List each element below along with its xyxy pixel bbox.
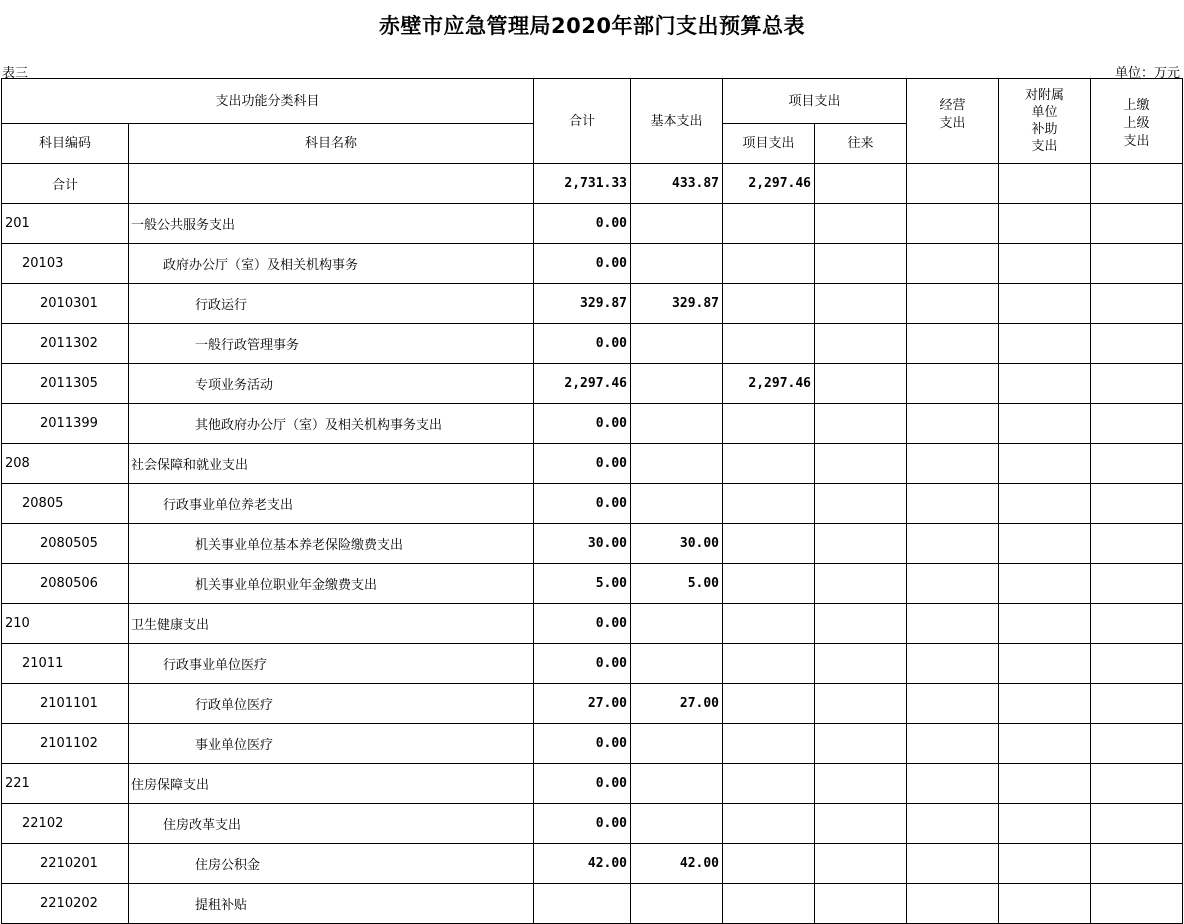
unit-label: 单位：万元 <box>1114 66 1180 81</box>
row-name: 机关事业单位基本养老保险缴费支出 <box>129 524 534 564</box>
row-remit <box>1091 684 1183 724</box>
row-project <box>723 644 815 684</box>
header-remit-line2: 上级 <box>1123 116 1150 131</box>
table-row <box>2 644 1183 684</box>
row-total: 0.00 <box>534 804 631 844</box>
row-code: 2011399 <box>2 404 129 444</box>
total-row-project: 2,297.46 <box>723 164 815 204</box>
row-transactions <box>815 204 907 244</box>
row-operating <box>907 444 999 484</box>
row-name: 其他政府办公厅（室）及相关机构事务支出 <box>129 404 534 444</box>
row-code: 20805 <box>2 484 129 524</box>
header-operating-line2: 支出 <box>939 116 966 131</box>
row-subsidy <box>999 604 1091 644</box>
row-name: 社会保障和就业支出 <box>129 444 534 484</box>
row-transactions <box>815 324 907 364</box>
row-name: 提租补贴 <box>129 884 534 924</box>
header-subsidy-line4: 支出 <box>1031 139 1058 154</box>
row-basic: 329.87 <box>631 284 723 324</box>
table-row <box>2 324 1183 364</box>
header-subject-code: 科目编码 <box>2 124 129 164</box>
row-operating <box>907 644 999 684</box>
row-subsidy <box>999 404 1091 444</box>
row-remit <box>1091 844 1183 884</box>
table-row <box>2 724 1183 764</box>
row-name: 事业单位医疗 <box>129 724 534 764</box>
row-total: 0.00 <box>534 204 631 244</box>
row-total: 0.00 <box>534 604 631 644</box>
row-project <box>723 404 815 444</box>
row-basic <box>631 324 723 364</box>
row-operating <box>907 364 999 404</box>
row-name: 专项业务活动 <box>129 364 534 404</box>
row-basic <box>631 724 723 764</box>
row-code: 22102 <box>2 804 129 844</box>
row-operating <box>907 404 999 444</box>
budget-table <box>1 78 1183 924</box>
row-remit <box>1091 324 1183 364</box>
row-name: 一般行政管理事务 <box>129 324 534 364</box>
row-project <box>723 684 815 724</box>
row-subsidy <box>999 484 1091 524</box>
row-transactions <box>815 644 907 684</box>
row-name: 行政事业单位医疗 <box>129 644 534 684</box>
row-basic <box>631 644 723 684</box>
row-total: 0.00 <box>534 444 631 484</box>
row-operating <box>907 724 999 764</box>
table-row <box>2 204 1183 244</box>
row-subsidy <box>999 764 1091 804</box>
total-row-total: 2,731.33 <box>534 164 631 204</box>
header-subsidy-expense <box>999 79 1091 164</box>
total-row-subsidy <box>999 164 1091 204</box>
row-total: 27.00 <box>534 684 631 724</box>
total-row-basic: 433.87 <box>631 164 723 204</box>
row-name: 政府办公厅（室）及相关机构事务 <box>129 244 534 284</box>
row-remit <box>1091 604 1183 644</box>
header-transactions: 往来 <box>815 124 907 164</box>
table-row <box>2 404 1183 444</box>
header-subsidy-line2: 单位 <box>1031 105 1058 120</box>
table-label: 表三 <box>2 66 29 81</box>
table-row <box>2 684 1183 724</box>
row-remit <box>1091 884 1183 924</box>
row-operating <box>907 484 999 524</box>
row-total: 0.00 <box>534 484 631 524</box>
row-basic: 30.00 <box>631 524 723 564</box>
row-subsidy <box>999 884 1091 924</box>
row-total: 0.00 <box>534 724 631 764</box>
row-subsidy <box>999 284 1091 324</box>
row-operating <box>907 764 999 804</box>
row-transactions <box>815 564 907 604</box>
row-operating <box>907 204 999 244</box>
row-transactions <box>815 244 907 284</box>
row-project <box>723 804 815 844</box>
header-basic-expense: 基本支出 <box>631 79 723 164</box>
row-operating <box>907 284 999 324</box>
row-code: 2010301 <box>2 284 129 324</box>
row-total: 329.87 <box>534 284 631 324</box>
row-transactions <box>815 804 907 844</box>
row-total: 0.00 <box>534 244 631 284</box>
row-transactions <box>815 484 907 524</box>
row-remit <box>1091 364 1183 404</box>
row-transactions <box>815 764 907 804</box>
table-row <box>2 884 1183 924</box>
row-code: 2101101 <box>2 684 129 724</box>
row-operating <box>907 324 999 364</box>
page-title: 赤壁市应急管理局2020年部门支出预算总表 <box>379 14 805 38</box>
row-transactions <box>815 524 907 564</box>
row-basic <box>631 244 723 284</box>
row-operating <box>907 244 999 284</box>
table-row <box>2 524 1183 564</box>
row-basic <box>631 364 723 404</box>
row-project <box>723 844 815 884</box>
row-total: 0.00 <box>534 764 631 804</box>
table-row <box>2 244 1183 284</box>
row-project <box>723 244 815 284</box>
row-transactions <box>815 444 907 484</box>
row-basic <box>631 204 723 244</box>
total-row-name <box>129 164 534 204</box>
row-subsidy <box>999 204 1091 244</box>
row-code: 201 <box>2 204 129 244</box>
row-remit <box>1091 644 1183 684</box>
row-operating <box>907 804 999 844</box>
row-subsidy <box>999 844 1091 884</box>
row-total: 30.00 <box>534 524 631 564</box>
row-basic <box>631 404 723 444</box>
row-project <box>723 524 815 564</box>
row-basic <box>631 484 723 524</box>
row-remit <box>1091 204 1183 244</box>
row-operating <box>907 684 999 724</box>
row-remit <box>1091 564 1183 604</box>
row-code: 208 <box>2 444 129 484</box>
table-row <box>2 844 1183 884</box>
row-remit <box>1091 284 1183 324</box>
header-remit-expense <box>1091 79 1183 164</box>
header-subsidy-line3: 补助 <box>1031 122 1058 137</box>
row-code: 221 <box>2 764 129 804</box>
header-subject-name: 科目名称 <box>129 124 534 164</box>
row-name: 行政单位医疗 <box>129 684 534 724</box>
table-row <box>2 564 1183 604</box>
row-project <box>723 724 815 764</box>
table-row <box>2 284 1183 324</box>
row-basic: 5.00 <box>631 564 723 604</box>
header-operating-expense <box>907 79 999 164</box>
row-subsidy <box>999 644 1091 684</box>
row-operating <box>907 844 999 884</box>
row-project <box>723 324 815 364</box>
row-remit <box>1091 484 1183 524</box>
row-code: 2011302 <box>2 324 129 364</box>
header-function-category: 支出功能分类科目 <box>2 79 534 124</box>
row-project <box>723 604 815 644</box>
row-remit <box>1091 244 1183 284</box>
table-row <box>2 804 1183 844</box>
header-project-group: 项目支出 <box>723 79 907 124</box>
table-row <box>2 484 1183 524</box>
header-total: 合计 <box>534 79 631 164</box>
row-name: 行政事业单位养老支出 <box>129 484 534 524</box>
row-code: 2011305 <box>2 364 129 404</box>
row-project <box>723 884 815 924</box>
header-remit-line1: 上缴 <box>1123 98 1150 113</box>
table-row <box>2 604 1183 644</box>
row-transactions <box>815 724 907 764</box>
row-code: 20103 <box>2 244 129 284</box>
row-code: 210 <box>2 604 129 644</box>
row-total: 0.00 <box>534 404 631 444</box>
header-operating-line1: 经营 <box>939 98 966 113</box>
row-project <box>723 484 815 524</box>
row-basic <box>631 764 723 804</box>
row-code: 2080505 <box>2 524 129 564</box>
row-basic: 42.00 <box>631 844 723 884</box>
row-name: 机关事业单位职业年金缴费支出 <box>129 564 534 604</box>
row-name: 住房保障支出 <box>129 764 534 804</box>
row-code: 2210201 <box>2 844 129 884</box>
row-transactions <box>815 404 907 444</box>
row-subsidy <box>999 804 1091 844</box>
row-subsidy <box>999 444 1091 484</box>
row-total: 0.00 <box>534 644 631 684</box>
row-subsidy <box>999 524 1091 564</box>
row-transactions <box>815 884 907 924</box>
row-remit <box>1091 804 1183 844</box>
row-operating <box>907 524 999 564</box>
header-subsidy-line1: 对附属 <box>1025 88 1065 103</box>
row-total <box>534 884 631 924</box>
row-project <box>723 204 815 244</box>
row-remit <box>1091 404 1183 444</box>
row-operating <box>907 884 999 924</box>
row-code: 21011 <box>2 644 129 684</box>
row-total: 2,297.46 <box>534 364 631 404</box>
total-row-operating <box>907 164 999 204</box>
header-project-expense: 项目支出 <box>723 124 815 164</box>
row-name: 行政运行 <box>129 284 534 324</box>
row-name: 一般公共服务支出 <box>129 204 534 244</box>
row-basic <box>631 444 723 484</box>
row-transactions <box>815 844 907 884</box>
row-basic <box>631 884 723 924</box>
row-total: 0.00 <box>534 324 631 364</box>
row-remit <box>1091 524 1183 564</box>
row-project <box>723 444 815 484</box>
row-transactions <box>815 684 907 724</box>
row-name: 卫生健康支出 <box>129 604 534 644</box>
row-project <box>723 764 815 804</box>
row-total: 42.00 <box>534 844 631 884</box>
table-row <box>2 764 1183 804</box>
row-subsidy <box>999 244 1091 284</box>
total-row <box>2 164 1183 204</box>
row-project: 2,297.46 <box>723 364 815 404</box>
row-subsidy <box>999 684 1091 724</box>
row-project <box>723 564 815 604</box>
row-subsidy <box>999 564 1091 604</box>
row-operating <box>907 564 999 604</box>
row-remit <box>1091 724 1183 764</box>
row-code: 2210202 <box>2 884 129 924</box>
total-row-remit <box>1091 164 1183 204</box>
row-transactions <box>815 364 907 404</box>
row-basic: 27.00 <box>631 684 723 724</box>
row-basic <box>631 604 723 644</box>
row-code: 2080506 <box>2 564 129 604</box>
row-remit <box>1091 444 1183 484</box>
row-project <box>723 284 815 324</box>
row-subsidy <box>999 364 1091 404</box>
row-remit <box>1091 764 1183 804</box>
table-row <box>2 364 1183 404</box>
row-name: 住房公积金 <box>129 844 534 884</box>
row-transactions <box>815 604 907 644</box>
row-code: 2101102 <box>2 724 129 764</box>
header-remit-line3: 支出 <box>1123 134 1150 149</box>
total-row-label: 合计 <box>2 164 129 204</box>
row-name: 住房改革支出 <box>129 804 534 844</box>
row-subsidy <box>999 324 1091 364</box>
row-transactions <box>815 284 907 324</box>
table-row <box>2 444 1183 484</box>
row-operating <box>907 604 999 644</box>
total-row-transactions <box>815 164 907 204</box>
row-total: 5.00 <box>534 564 631 604</box>
row-basic <box>631 804 723 844</box>
row-subsidy <box>999 724 1091 764</box>
